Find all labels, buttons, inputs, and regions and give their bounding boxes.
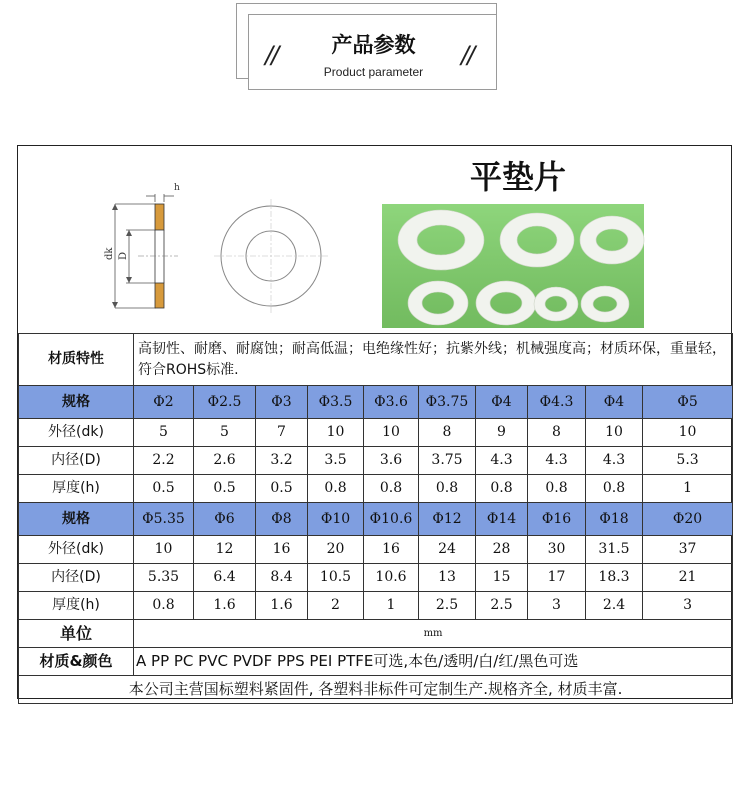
table2-spec-cell: Φ6 [194, 503, 256, 536]
table2-inner-diameter-cell: 5.35 [134, 564, 194, 592]
table2-inner-diameter-cell: 10.5 [308, 564, 364, 592]
table2-outer-diameter-cell: 20 [308, 536, 364, 564]
spec-table [18, 333, 733, 704]
table1-inner-diameter-cell: 3.5 [308, 447, 364, 475]
table1-outer-diameter-cell: 8 [528, 419, 586, 447]
washer-front-drawing [214, 199, 328, 313]
table2-inner-diameter-cell: 18.3 [586, 564, 643, 592]
table1-outer-diameter-cell: 5 [134, 419, 194, 447]
table1-spec-cell: Φ2.5 [194, 386, 256, 419]
product-photo [382, 158, 644, 328]
table2-outer-diameter-cell: 30 [528, 536, 586, 564]
product-drawing [18, 146, 733, 333]
table1-thickness-cell: 1 [643, 475, 733, 503]
table2-inner-diameter-cell: 6.4 [194, 564, 256, 592]
footer-note: 本公司主营国标塑料紧固件, 各塑料非标件可定制生产.规格齐全, 材质丰富. [19, 676, 733, 704]
photo-title: 平垫片 [469, 158, 567, 196]
table1-inner-diameter-cell: 2.6 [194, 447, 256, 475]
table1-outer-diameter-cell: 10 [643, 419, 733, 447]
unit-label: 单位 [19, 620, 134, 648]
table1-outer-diameter-cell: 9 [476, 419, 528, 447]
table2-spec-cell: Φ10.6 [364, 503, 419, 536]
table2-inner-diameter-cell: 21 [643, 564, 733, 592]
header-decor-left: // [265, 41, 278, 69]
table1-outer-diameter-cell: 10 [364, 419, 419, 447]
material-props-text: 高韧性、耐磨、耐腐蚀；耐高低温；电绝缘性好；抗紫外线；机械强度高；材质环保，重量轻，符合ROHS标准. [134, 334, 733, 386]
unit-value: mm [134, 620, 733, 648]
table2-thickness-cell: 2.5 [476, 592, 528, 620]
table2-outer-label: 外径(dk) [19, 536, 134, 564]
table1-thickness-cell: 0.8 [528, 475, 586, 503]
unit-row [19, 620, 733, 648]
table2-thickness-cell: 3 [643, 592, 733, 620]
table1-spec-cell: Φ5 [643, 386, 733, 419]
table2-outer-diameter-cell: 31.5 [586, 536, 643, 564]
material-color-text: A PP PC PVC PVDF PPS PEI PTFE可选,本色/透明/白/红/黑色可选 [134, 648, 733, 676]
table1-thickness-row [19, 475, 733, 503]
table1-outer-diameter-cell: 10 [586, 419, 643, 447]
table1-spec-cell: Φ4.3 [528, 386, 586, 419]
table1-spec-cell: Φ3.6 [364, 386, 419, 419]
table2-thickness-row [19, 592, 733, 620]
table1-inner-diameter-cell: 4.3 [528, 447, 586, 475]
table2-inner-diameter-cell: 13 [419, 564, 476, 592]
table2-outer-row [19, 536, 733, 564]
table1-thickness-cell: 0.5 [134, 475, 194, 503]
label-dk: dk [104, 247, 115, 260]
table1-thickness-cell: 0.8 [419, 475, 476, 503]
page-subtitle: Product parameter [323, 65, 424, 79]
table1-spec-row [19, 386, 733, 419]
material-color-label: 材质&颜色 [19, 648, 134, 676]
label-h: h [174, 183, 180, 193]
table2-spec-cell: Φ5.35 [134, 503, 194, 536]
table1-spec-label: 规格 [19, 386, 134, 419]
table2-inner-diameter-cell: 15 [476, 564, 528, 592]
table2-thickness-cell: 3 [528, 592, 586, 620]
table2-thickness-cell: 2.5 [419, 592, 476, 620]
table2-spec-cell: Φ18 [586, 503, 643, 536]
table2-thickness-cell: 0.8 [134, 592, 194, 620]
table1-inner-label: 内径(D) [19, 447, 134, 475]
page-title: 产品参数 [331, 33, 416, 57]
table1-spec-cell: Φ4 [476, 386, 528, 419]
table2-outer-diameter-cell: 37 [643, 536, 733, 564]
material-props-label: 材质特性 [19, 334, 134, 386]
table1-outer-diameter-cell: 10 [308, 419, 364, 447]
table1-outer-diameter-cell: 5 [194, 419, 256, 447]
material-props-row [19, 334, 733, 386]
table1-spec-cell: Φ4 [586, 386, 643, 419]
table2-outer-diameter-cell: 28 [476, 536, 528, 564]
table1-inner-diameter-cell: 3.75 [419, 447, 476, 475]
table2-spec-cell: Φ16 [528, 503, 586, 536]
table2-spec-cell: Φ20 [643, 503, 733, 536]
table2-outer-diameter-cell: 16 [256, 536, 308, 564]
washer-section-drawing [104, 183, 180, 308]
table2-thickness-cell: 1 [364, 592, 419, 620]
table2-inner-diameter-cell: 17 [528, 564, 586, 592]
table2-spec-cell: Φ10 [308, 503, 364, 536]
table2-thickness-cell: 1.6 [194, 592, 256, 620]
table1-outer-label: 外径(dk) [19, 419, 134, 447]
table2-thickness-cell: 1.6 [256, 592, 308, 620]
table1-inner-diameter-cell: 4.3 [586, 447, 643, 475]
table1-outer-diameter-cell: 8 [419, 419, 476, 447]
table1-outer-row [19, 419, 733, 447]
table2-inner-label: 内径(D) [19, 564, 134, 592]
table2-outer-diameter-cell: 16 [364, 536, 419, 564]
table2-inner-diameter-cell: 8.4 [256, 564, 308, 592]
spec-sheet [17, 145, 732, 699]
table1-inner-diameter-cell: 5.3 [643, 447, 733, 475]
table1-outer-diameter-cell: 7 [256, 419, 308, 447]
table1-thickness-cell: 0.5 [256, 475, 308, 503]
table1-inner-row [19, 447, 733, 475]
table1-inner-diameter-cell: 2.2 [134, 447, 194, 475]
table1-inner-diameter-cell: 3.2 [256, 447, 308, 475]
table1-thickness-cell: 0.8 [586, 475, 643, 503]
table2-outer-diameter-cell: 12 [194, 536, 256, 564]
table1-spec-cell: Φ3.5 [308, 386, 364, 419]
table2-thickness-cell: 2.4 [586, 592, 643, 620]
table2-outer-diameter-cell: 24 [419, 536, 476, 564]
header-decor-right: // [461, 41, 474, 69]
table2-spec-cell: Φ8 [256, 503, 308, 536]
table1-spec-cell: Φ3.75 [419, 386, 476, 419]
table1-spec-cell: Φ3 [256, 386, 308, 419]
table2-spec-label: 规格 [19, 503, 134, 536]
table1-thickness-cell: 0.8 [364, 475, 419, 503]
footer-note-row [19, 676, 733, 704]
table2-spec-cell: Φ14 [476, 503, 528, 536]
table1-spec-cell: Φ2 [134, 386, 194, 419]
label-D: D [118, 251, 129, 260]
table1-thickness-cell: 0.8 [476, 475, 528, 503]
table2-inner-row [19, 564, 733, 592]
material-color-row [19, 648, 733, 676]
table1-thickness-cell: 0.8 [308, 475, 364, 503]
table1-inner-diameter-cell: 3.6 [364, 447, 419, 475]
table1-thickness-cell: 0.5 [194, 475, 256, 503]
table1-thickness-label: 厚度(h) [19, 475, 134, 503]
header-box [248, 14, 497, 90]
table2-outer-diameter-cell: 10 [134, 536, 194, 564]
table2-spec-row [19, 503, 733, 536]
table2-inner-diameter-cell: 10.6 [364, 564, 419, 592]
table2-spec-cell: Φ12 [419, 503, 476, 536]
table1-inner-diameter-cell: 4.3 [476, 447, 528, 475]
table2-thickness-cell: 2 [308, 592, 364, 620]
table2-thickness-label: 厚度(h) [19, 592, 134, 620]
